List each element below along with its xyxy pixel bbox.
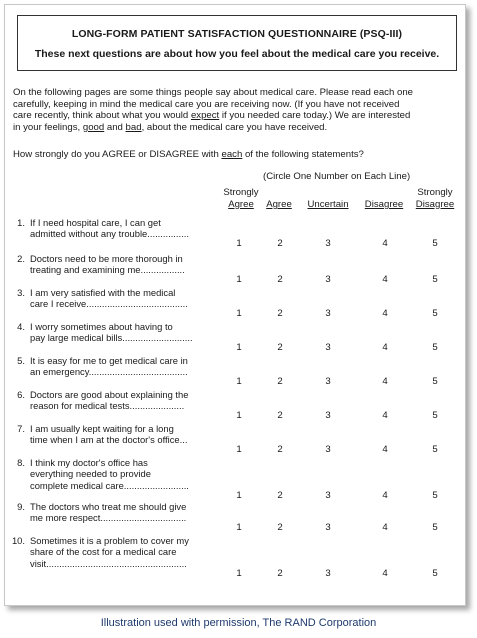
statement-line: me more respect.................................	[30, 512, 187, 524]
statement-line: I think my doctor's office has	[30, 457, 148, 468]
response-option-3[interactable]: 3	[325, 489, 331, 501]
response-option-1[interactable]: 1	[236, 567, 242, 579]
response-option-2[interactable]: 2	[277, 489, 283, 501]
response-option-4[interactable]: 4	[382, 444, 388, 456]
statement-line: care I receive.......................................	[30, 298, 188, 310]
instructions-paragraph	[13, 87, 463, 133]
statement-line: everything needed to provide	[30, 468, 151, 480]
response-option-5[interactable]: 5	[432, 342, 438, 354]
response-option-2[interactable]: 2	[277, 522, 283, 534]
column-header-strongly-agree: Strongly Agree	[223, 187, 259, 210]
statement-number: 7.	[17, 423, 25, 434]
intro-line: On the following pages are some things people say about medical care. Please read each one	[13, 87, 413, 98]
statement-number: 9.	[17, 501, 25, 512]
statement-text	[30, 389, 230, 412]
response-option-3[interactable]: 3	[325, 567, 331, 579]
form-subtitle: These next questions are about how you feel about the medical care you receive.	[34, 48, 440, 60]
intro-line: care recently, think about what you would expect if you needed care today.) We are interested	[13, 110, 411, 122]
response-option-5[interactable]: 5	[432, 308, 438, 320]
statement-line: If I need hospital care, I can get	[30, 217, 161, 228]
response-option-4[interactable]: 4	[382, 489, 388, 501]
statement-number: 8.	[17, 457, 25, 468]
response-option-3[interactable]: 3	[325, 274, 331, 286]
title-box	[17, 15, 457, 71]
response-option-1[interactable]: 1	[236, 444, 242, 456]
statement-text	[30, 287, 230, 310]
response-option-2[interactable]: 2	[277, 274, 283, 286]
response-option-3[interactable]: 3	[325, 410, 331, 422]
response-option-5[interactable]: 5	[432, 376, 438, 388]
response-option-2[interactable]: 2	[277, 238, 283, 250]
response-option-1[interactable]: 1	[236, 308, 242, 320]
statement-number: 10.	[11, 535, 25, 546]
statement-number: 1.	[17, 217, 25, 228]
statement-line: an emergency......................................	[30, 366, 188, 378]
response-option-4[interactable]: 4	[382, 238, 388, 250]
statement-line: The doctors who treat me should give	[30, 501, 187, 512]
response-option-5[interactable]: 5	[432, 567, 438, 579]
response-option-2[interactable]: 2	[277, 376, 283, 388]
statement-number: 4.	[17, 321, 25, 332]
statement-line: visit......................................................	[30, 557, 187, 569]
statement-line: It is easy for me to get medical care in	[30, 355, 188, 366]
statement-text	[30, 355, 230, 378]
response-option-3[interactable]: 3	[325, 444, 331, 456]
bad-word: bad	[125, 121, 142, 133]
response-option-2[interactable]: 2	[277, 410, 283, 422]
statement-line: reason for medical tests.....................	[30, 400, 185, 412]
response-option-1[interactable]: 1	[236, 342, 242, 354]
response-option-2[interactable]: 2	[277, 308, 283, 320]
intro-line: in your feelings, good and bad, about the medical care you have received.	[13, 121, 328, 133]
statement-number: 3.	[17, 287, 25, 298]
statement-line: I am very satisfied with the medical	[30, 287, 176, 298]
statement-line: I worry sometimes about having to	[30, 321, 173, 332]
response-option-1[interactable]: 1	[236, 238, 242, 250]
circle-instruction: (Circle One Number on Each Line)	[263, 171, 411, 182]
response-option-1[interactable]: 1	[236, 274, 242, 286]
statement-text	[30, 535, 230, 569]
response-option-1[interactable]: 1	[236, 410, 242, 422]
response-option-4[interactable]: 4	[382, 342, 388, 354]
response-option-5[interactable]: 5	[432, 444, 438, 456]
column-header-strongly-disagree: Strongly Disagree	[415, 187, 455, 210]
expect-word: expect	[190, 110, 220, 122]
each-word: each	[221, 149, 243, 160]
statement-line: treating and examining me.................	[30, 264, 185, 276]
column-header-uncertain: Uncertain	[307, 199, 349, 210]
statement-text	[30, 253, 230, 276]
response-option-4[interactable]: 4	[382, 308, 388, 320]
response-option-5[interactable]: 5	[432, 489, 438, 501]
statement-line: pay large medical bills...........................	[30, 332, 193, 344]
response-option-3[interactable]: 3	[325, 342, 331, 354]
statement-number: 5.	[17, 355, 25, 366]
statement-number: 2.	[17, 253, 25, 264]
response-option-3[interactable]: 3	[325, 238, 331, 250]
response-option-5[interactable]: 5	[432, 410, 438, 422]
permission-caption: Illustration used with permission, The RAND Corporation	[100, 617, 377, 629]
response-option-5[interactable]: 5	[432, 274, 438, 286]
statement-line: share of the cost for a medical care	[30, 546, 177, 558]
response-option-1[interactable]: 1	[236, 522, 242, 534]
response-option-5[interactable]: 5	[432, 238, 438, 250]
response-option-3[interactable]: 3	[325, 522, 331, 534]
statement-line: I am usually kept waiting for a long	[30, 423, 174, 434]
response-option-1[interactable]: 1	[236, 376, 242, 388]
response-option-5[interactable]: 5	[432, 522, 438, 534]
statement-line: time when I am at the doctor's office...	[30, 434, 188, 446]
response-option-4[interactable]: 4	[382, 522, 388, 534]
statement-number: 6.	[17, 389, 25, 400]
response-option-4[interactable]: 4	[382, 274, 388, 286]
column-header-disagree: Disagree	[364, 199, 404, 210]
statement-text	[30, 501, 230, 524]
column-header-agree: Agree	[266, 199, 292, 210]
statement-line: Doctors need to be more thorough in	[30, 253, 183, 264]
response-option-1[interactable]: 1	[236, 489, 242, 501]
statement-text	[30, 457, 230, 491]
statement-line: Doctors are good about explaining the	[30, 389, 189, 400]
response-option-3[interactable]: 3	[325, 308, 331, 320]
response-option-2[interactable]: 2	[277, 567, 283, 579]
intro-line: carefully, keeping in mind the medical care you are receiving now. (If you have not received	[13, 98, 400, 110]
main-question: How strongly do you AGREE or DISAGREE with each of the following statements?	[13, 149, 364, 160]
statement-text	[30, 217, 230, 240]
statement-text	[30, 423, 230, 446]
response-option-4[interactable]: 4	[382, 567, 388, 579]
response-option-3[interactable]: 3	[325, 376, 331, 388]
response-option-2[interactable]: 2	[277, 444, 283, 456]
statement-line: admitted without any trouble................	[30, 228, 189, 240]
response-option-2[interactable]: 2	[277, 342, 283, 354]
form-title: LONG-FORM PATIENT SATISFACTION QUESTIONNAIRE (PSQ-III)	[71, 28, 403, 40]
good-word: good	[82, 121, 105, 133]
statement-line: Sometimes it is a problem to cover my	[30, 535, 189, 546]
response-option-4[interactable]: 4	[382, 410, 388, 422]
statement-text	[30, 321, 230, 344]
statement-line: complete medical care.........................	[30, 479, 189, 491]
questionnaire-page	[4, 4, 466, 606]
response-option-4[interactable]: 4	[382, 376, 388, 388]
